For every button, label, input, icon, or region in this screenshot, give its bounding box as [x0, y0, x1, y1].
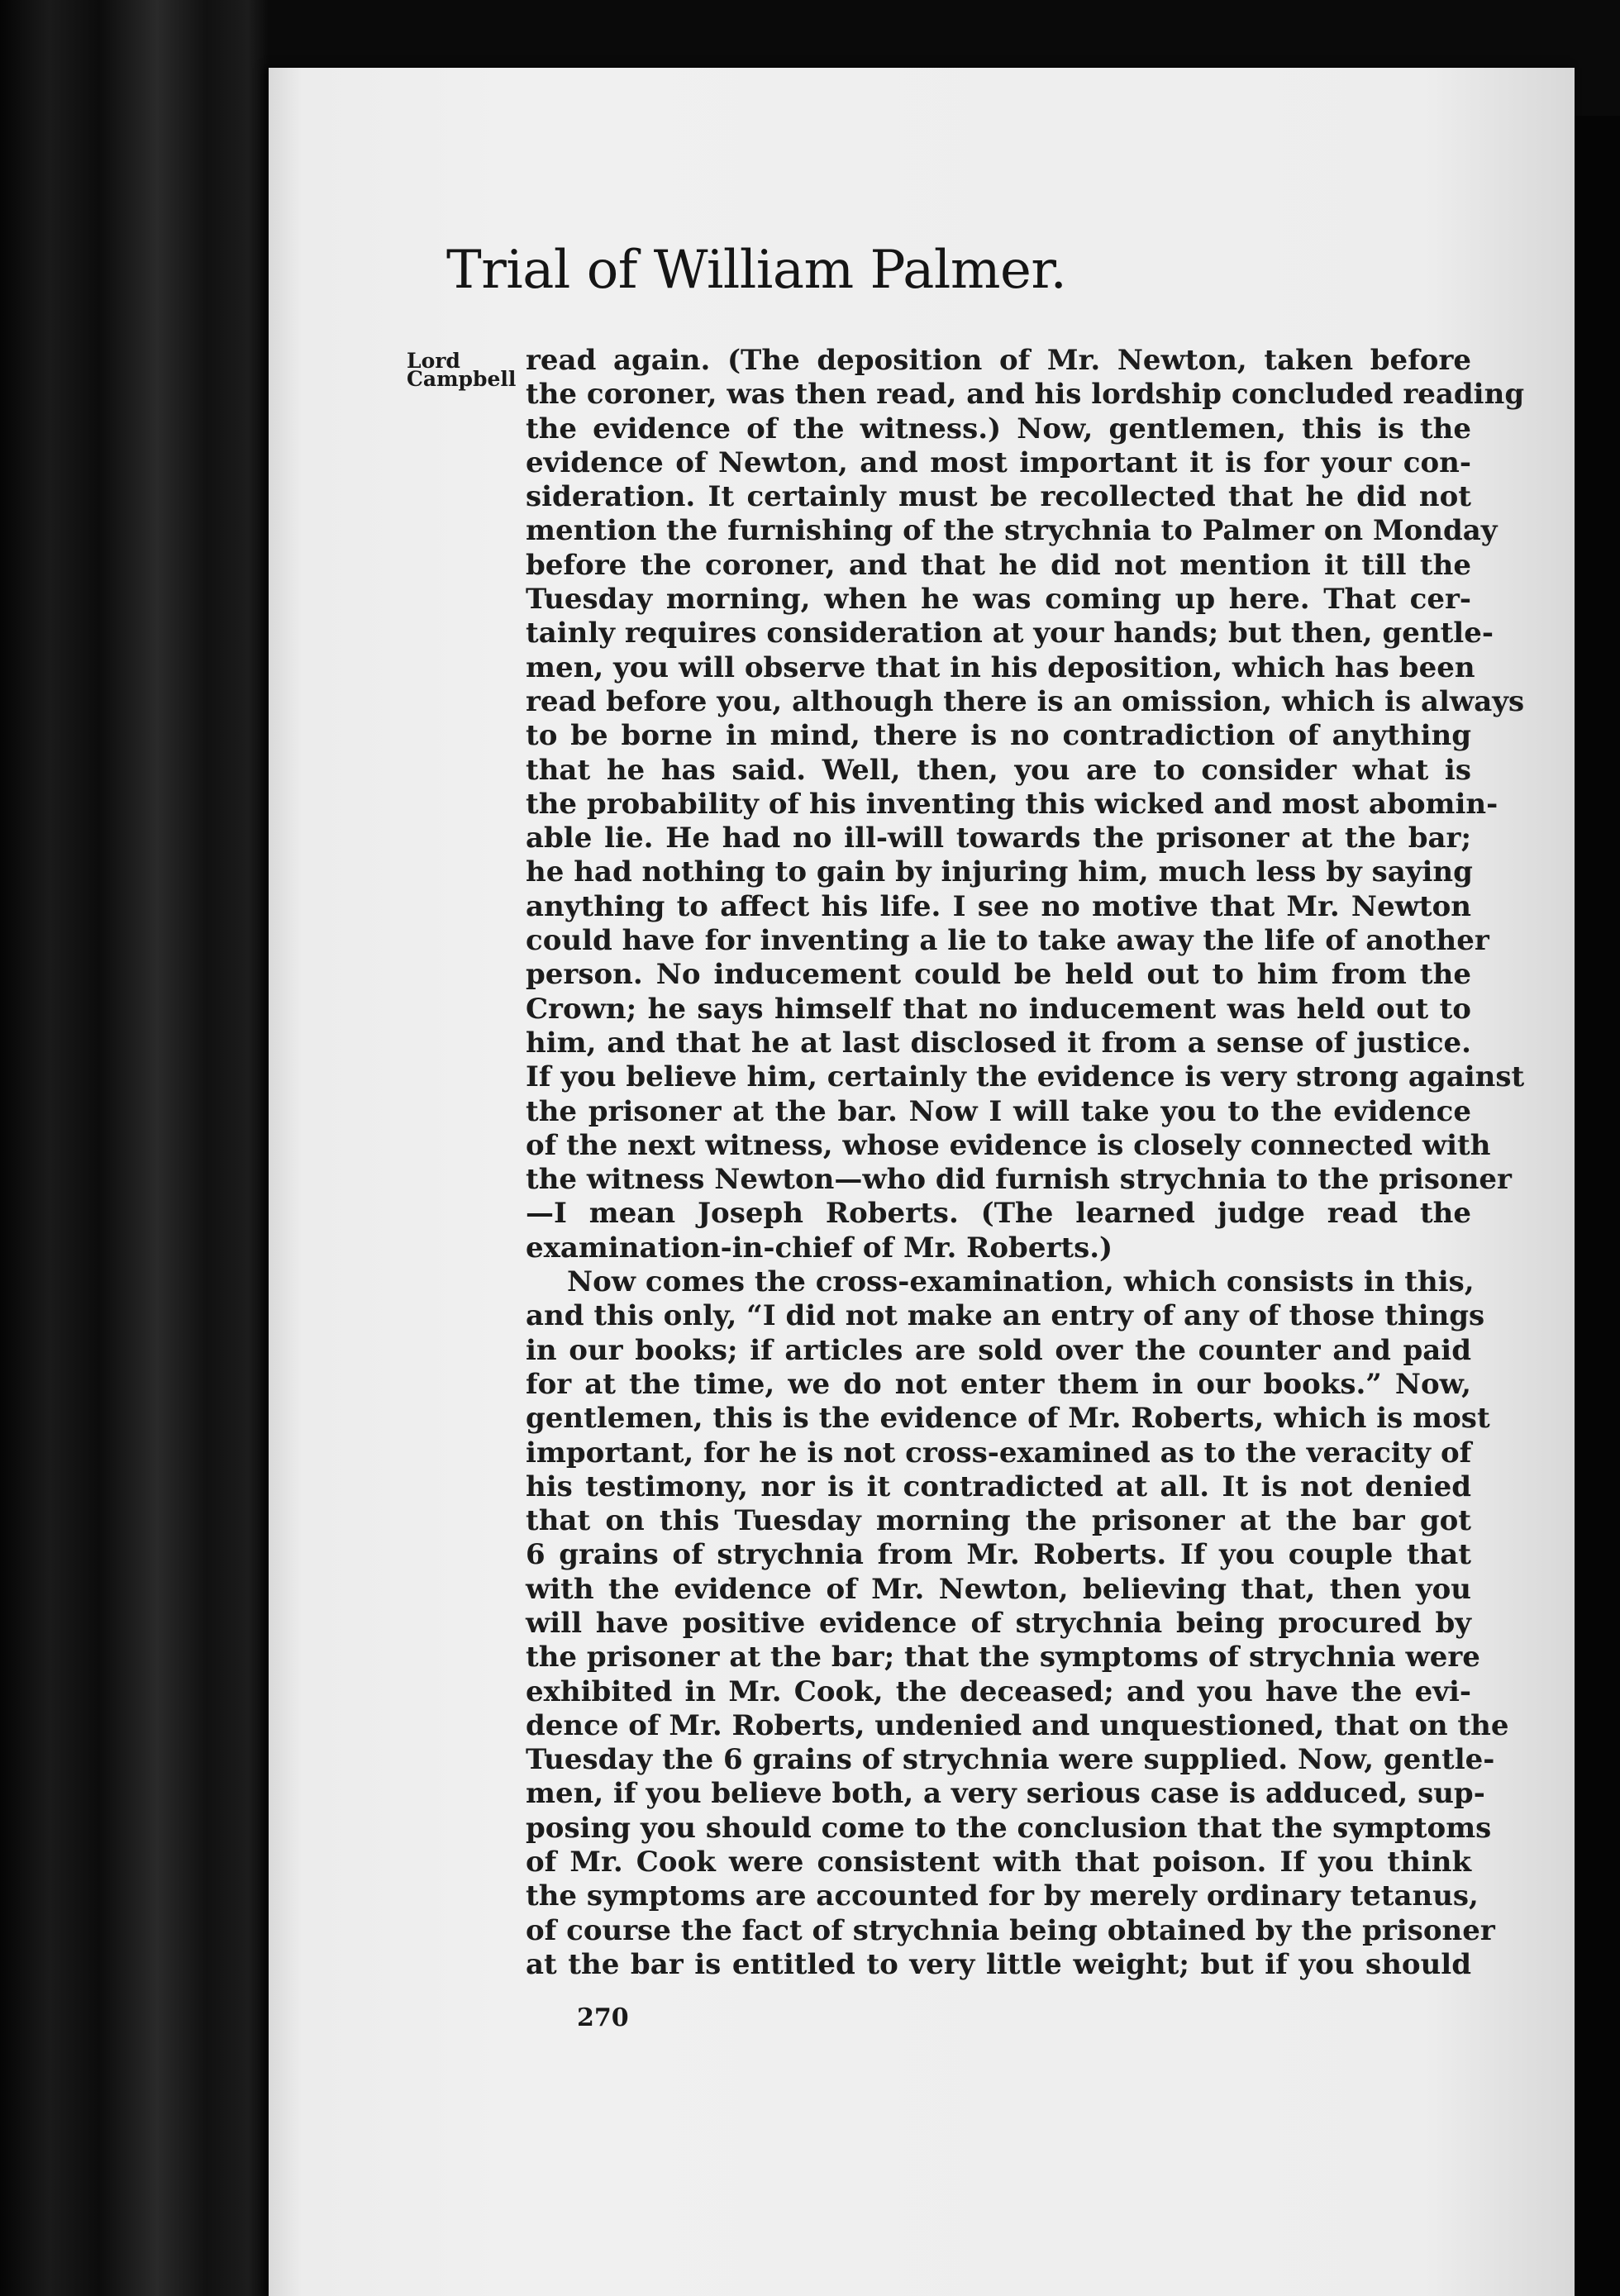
gutter-shadow — [1575, 116, 1620, 2296]
text-line: the evidence of the witness.) Now, gentlemen, this is the — [526, 412, 1471, 445]
text-line: Tuesday morning, when he was coming up here. That cer- — [526, 583, 1471, 617]
text-line: gentlemen, this is the evidence of Mr. Roberts, which is most — [526, 1402, 1490, 1436]
text-line: for at the time, we do not enter them in our books.” Now, — [526, 1367, 1471, 1401]
text-line: him, and that he at last disclosed it from a sense of justice. — [526, 1026, 1471, 1060]
page-number: 270 — [577, 2003, 629, 2032]
text-line: the prisoner at the bar. Now I will take you to the evidence — [526, 1094, 1471, 1128]
text-line: men, if you believe both, a very serious case is adduced, sup- — [526, 1777, 1485, 1811]
text-line: If you believe him, certainly the evidence is very strong against — [526, 1060, 1525, 1094]
text-line: evidence of Newton, and most important it is for your con- — [526, 445, 1471, 479]
text-line: the witness Newton—who did furnish strychnia to the prisoner — [526, 1163, 1512, 1197]
text-line: Crown; he says himself that no inducement was held out to — [526, 992, 1471, 1026]
text-line: will have positive evidence of strychnia being procured by — [526, 1606, 1471, 1640]
text-line: the prisoner at the bar; that the symptoms of strychnia were — [526, 1641, 1480, 1674]
text-line: 6 grains of strychnia from Mr. Roberts. If you couple that — [526, 1538, 1471, 1572]
text-line: that on this Tuesday morning the prisoner at the bar got — [526, 1504, 1471, 1538]
text-line: in our books; if articles are sold over the counter and paid — [526, 1333, 1471, 1367]
text-line: he had nothing to gain by injuring him, much less by saying — [526, 855, 1473, 889]
text-line: sideration. It certainly must be recollected that he did not — [526, 480, 1471, 514]
text-line: the coroner, was then read, and his lordship concluded reading — [526, 378, 1525, 412]
text-line: the probability of his inventing this wicked and most abomin- — [526, 787, 1498, 821]
side-note-line: Campbell — [407, 367, 517, 391]
side-note — [407, 349, 531, 391]
text-line: with the evidence of Mr. Newton, believing that, then you — [526, 1572, 1471, 1606]
text-line: Tuesday the 6 grains of strychnia were supplied. Now, gentle- — [526, 1743, 1495, 1777]
text-line: at the bar is entitled to very little weight; but if you should — [526, 1947, 1471, 1981]
text-line: his testimony, nor is it contradicted at all. It is not denied — [526, 1470, 1471, 1503]
text-line: of course the fact of strychnia being obtained by the prisoner — [526, 1913, 1495, 1947]
text-line: dence of Mr. Roberts, undenied and unquestioned, that on the — [526, 1708, 1509, 1742]
text-line: read again. (The deposition of Mr. Newton, taken before — [526, 344, 1471, 377]
text-line: examination-in-chief of Mr. Roberts.) — [526, 1231, 1113, 1265]
text-line: read before you, although there is an omission, which is always — [526, 684, 1525, 718]
text-line: before the coroner, and that he did not mention it till the — [526, 548, 1471, 582]
text-line: and this only, “I did not make an entry of any of those things — [526, 1299, 1485, 1333]
running-head: Trial of William Palmer. — [446, 240, 1067, 301]
text-line: mention the furnishing of the strychnia to Palmer on Monday — [526, 514, 1498, 548]
text-line: to be borne in mind, there is no contradiction of anything — [526, 719, 1471, 753]
text-line: that he has said. Well, then, you are to consider what is — [526, 753, 1471, 787]
text-line: could have for inventing a lie to take away the life of another — [526, 924, 1489, 958]
text-line: of the next witness, whose evidence is closely connected with — [526, 1128, 1491, 1162]
text-line: posing you should come to the conclusion that the symptoms — [526, 1811, 1492, 1845]
text-line: important, for he is not cross-examined as to the veracity of — [526, 1436, 1472, 1470]
text-line: Now comes the cross-examination, which consists in this, — [567, 1265, 1475, 1299]
text-line: able lie. He had no ill-will towards the prisoner at the bar; — [526, 822, 1471, 855]
text-line: men, you will observe that in his deposition, which has been — [526, 650, 1475, 684]
text-line: of Mr. Cook were consistent with that poison. If you think — [526, 1846, 1471, 1879]
body-text — [526, 344, 1525, 1982]
text-line: anything to affect his life. I see no motive that Mr. Newton — [526, 889, 1471, 923]
text-line: tainly requires consideration at your hands; but then, gentle- — [526, 617, 1494, 650]
text-line: the symptoms are accounted for by merely ordinary tetanus, — [526, 1879, 1479, 1913]
text-line: person. No inducement could be held out to him from the — [526, 958, 1471, 992]
text-line: —I mean Joseph Roberts. (The learned judge read the — [526, 1197, 1471, 1231]
side-note-line: Lord — [407, 349, 460, 373]
text-line: exhibited in Mr. Cook, the deceased; and you have the evi- — [526, 1674, 1471, 1708]
